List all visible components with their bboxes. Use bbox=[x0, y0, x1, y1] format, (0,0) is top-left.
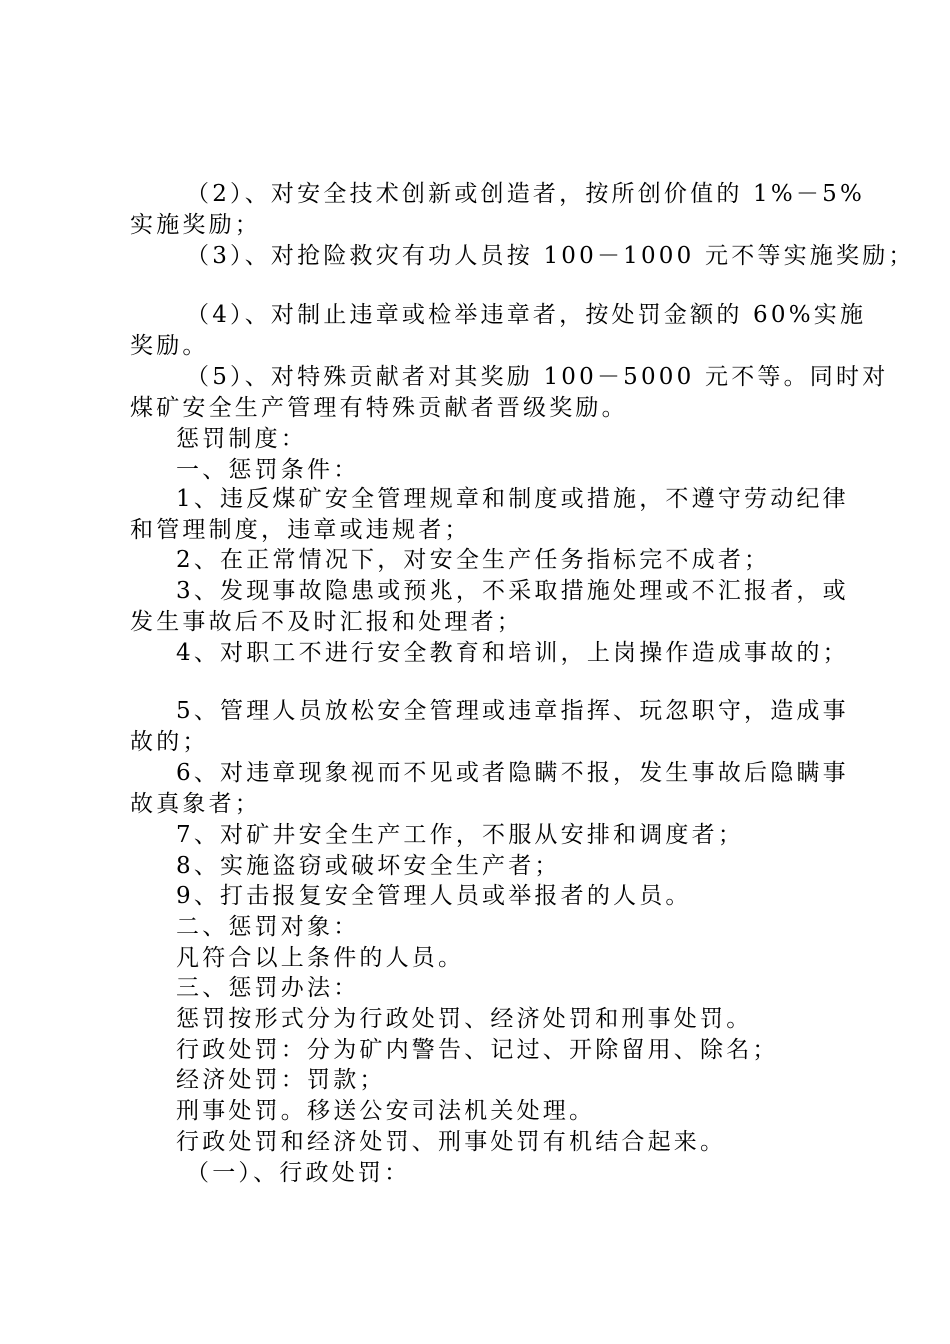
paragraph-line: 实施奖励； bbox=[130, 212, 261, 238]
paragraph-line: 发生事故后不及时汇报和处理者； bbox=[130, 609, 523, 635]
section-heading: 惩罚制度： bbox=[176, 426, 307, 452]
paragraph-line: 惩罚按形式分为行政处罚、经济处罚和刑事处罚。 bbox=[176, 1006, 753, 1032]
paragraph-line: 行政处罚：分为矿内警告、记过、开除留用、除名； bbox=[176, 1037, 779, 1063]
list-item: 3、发现事故隐患或预兆，不采取措施处理或不汇报者，或 bbox=[176, 578, 849, 604]
list-item: 2、在正常情况下，对安全生产任务指标完不成者； bbox=[176, 547, 771, 573]
list-item: 6、对违章现象视而不见或者隐瞒不报，发生事故后隐瞒事 bbox=[176, 760, 849, 786]
section-heading: 三、惩罚办法： bbox=[176, 975, 360, 1001]
paragraph-line: （2）、对安全技术创新或创造者，按所创价值的 1%－5% bbox=[186, 181, 866, 207]
paragraph-line: （3）、对抢险救灾有功人员按 100－1000 元不等实施奖励； bbox=[186, 243, 915, 269]
list-item: 8、实施盗窃或破坏安全生产者； bbox=[176, 853, 561, 879]
list-item: 4、对职工不进行安全教育和培训，上岗操作造成事故的； bbox=[176, 640, 849, 666]
section-heading: 二、惩罚对象： bbox=[176, 914, 360, 940]
paragraph-line: 刑事处罚。移送公安司法机关处理。 bbox=[176, 1098, 596, 1124]
paragraph-line: 故的； bbox=[130, 729, 209, 755]
section-heading: 一、惩罚条件： bbox=[176, 457, 360, 483]
paragraph-line: 故真象者； bbox=[130, 791, 261, 817]
paragraph-line: 奖励。 bbox=[130, 333, 209, 359]
paragraph-line: 和管理制度，违章或违规者； bbox=[130, 517, 471, 543]
list-item: 7、对矿井安全生产工作，不服从安排和调度者； bbox=[176, 822, 745, 848]
paragraph-line: （4）、对制止违章或检举违章者，按处罚金额的 60%实施 bbox=[186, 302, 867, 328]
list-item: 5、管理人员放松安全管理或违章指挥、玩忽职守，造成事 bbox=[176, 698, 849, 724]
paragraph-line: （5）、对特殊贡献者对其奖励 100－5000 元不等。同时对 bbox=[186, 364, 889, 390]
paragraph-line: 凡符合以上条件的人员。 bbox=[176, 945, 465, 971]
paragraph-line: 行政处罚和经济处罚、刑事处罚有机结合起来。 bbox=[176, 1129, 727, 1155]
list-item: 1、违反煤矿安全管理规章和制度或措施，不遵守劳动纪律 bbox=[176, 486, 849, 512]
section-heading: （一）、行政处罚： bbox=[186, 1160, 411, 1186]
paragraph-line: 煤矿安全生产管理有特殊贡献者晋级奖励。 bbox=[130, 395, 628, 421]
list-item: 9、打击报复安全管理人员或举报者的人员。 bbox=[176, 883, 692, 909]
paragraph-line: 经济处罚：罚款； bbox=[176, 1067, 386, 1093]
